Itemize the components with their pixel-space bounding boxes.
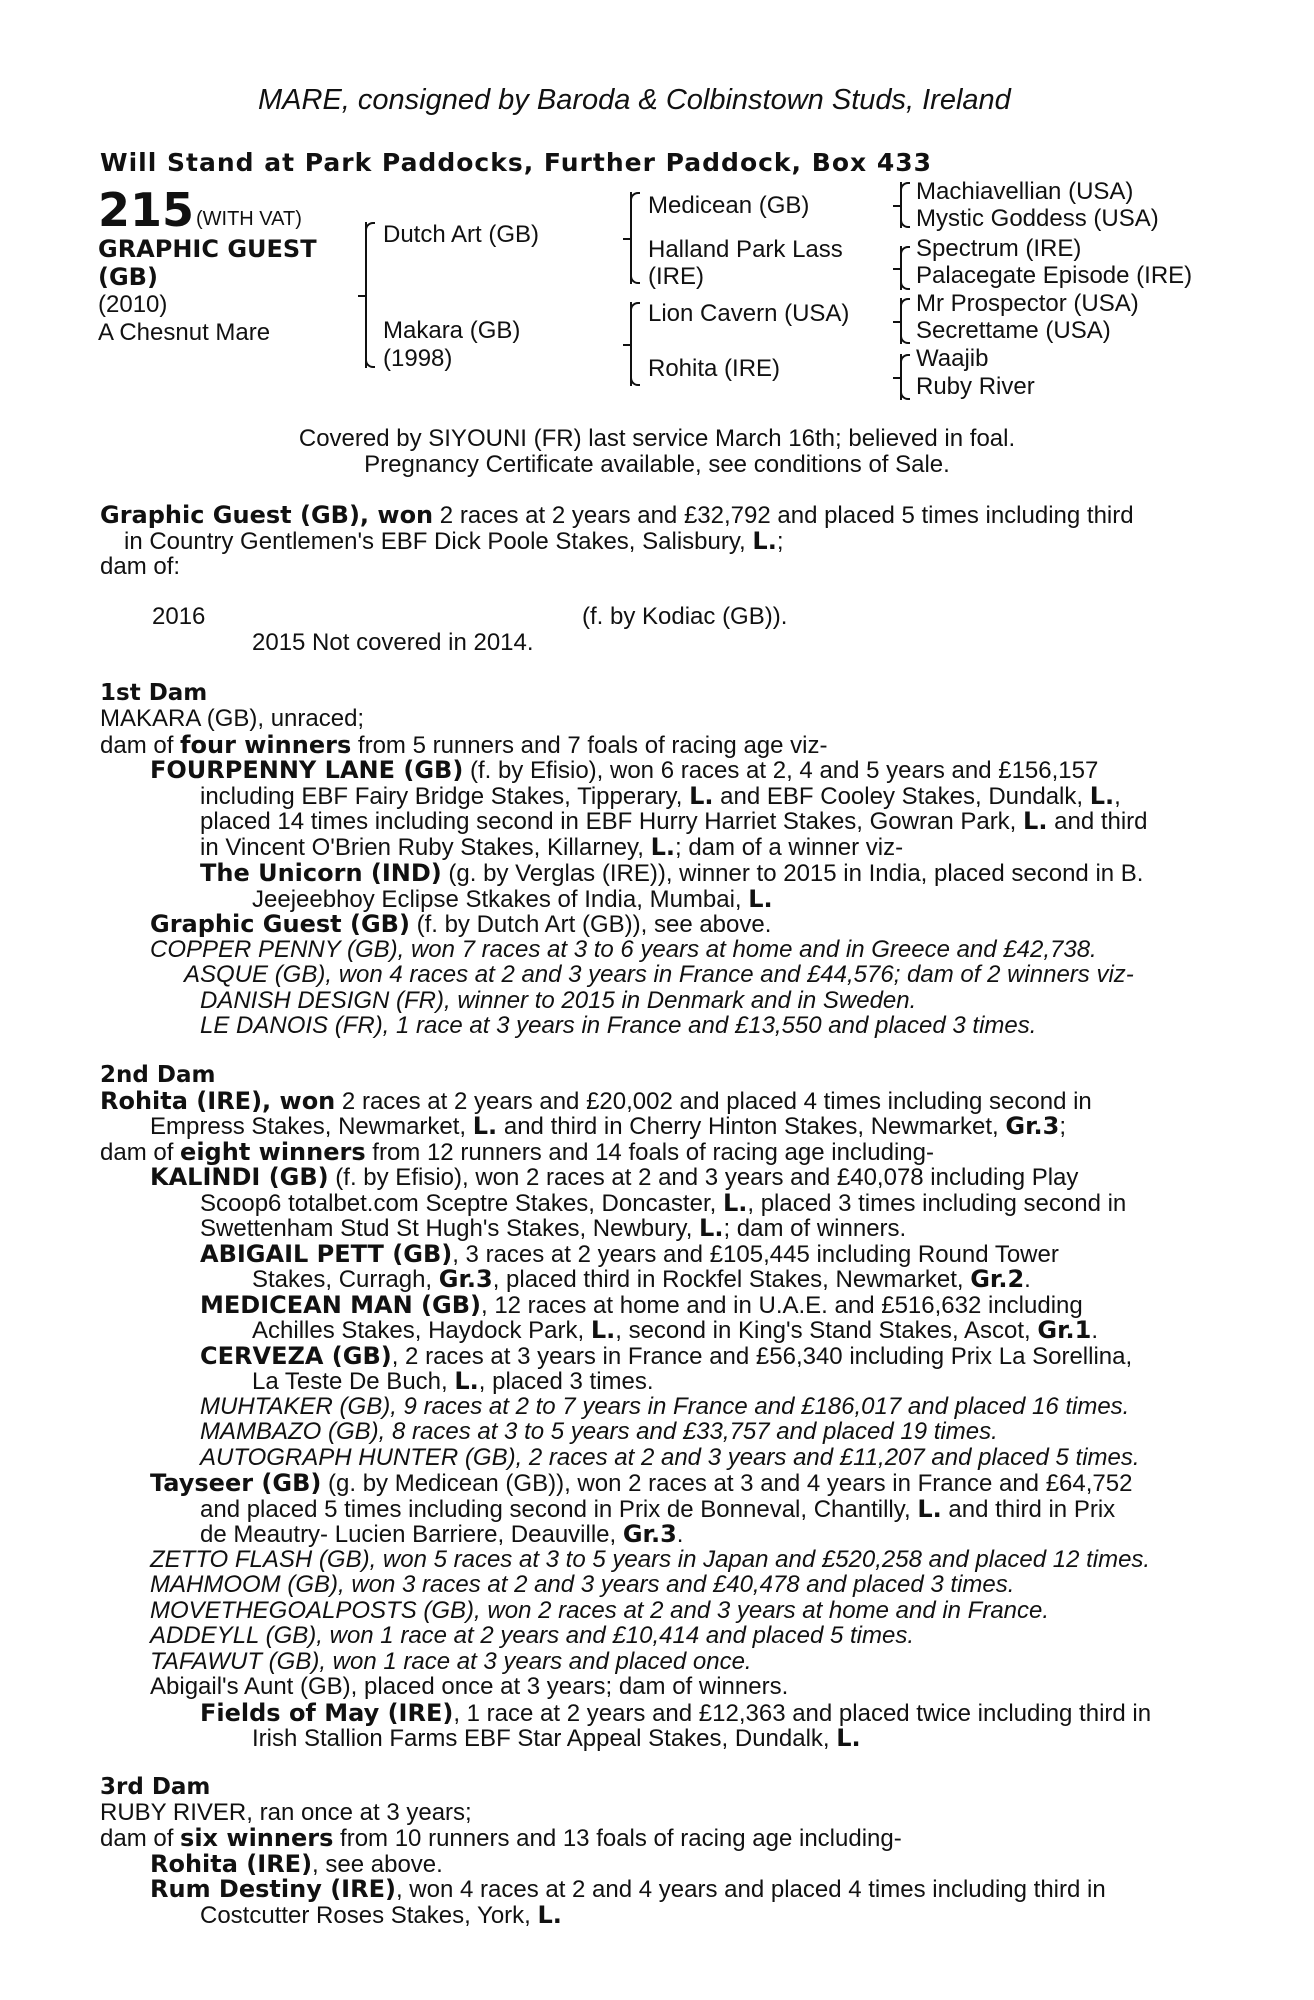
dam-line: Empress Stakes, Newmarket, L. and third in Cherry Hinton Stakes, Newmarket, Gr.3; [150,1112,1067,1140]
produce-entry: ASQUE (GB), won 4 races at 2 and 3 years in France and £44,576; dam of 2 winners viz- [184,961,1134,988]
pedigree-dss: Mr Prospector (USA) [916,290,1139,317]
horse-description: A Chesnut Mare [98,319,271,346]
produce-year: 2015 Not covered in 2014. [252,629,534,656]
produce-entry: MUHTAKER (GB), 9 races at 2 to 7 years in France and £186,017 and placed 16 times. [200,1393,1130,1420]
vat-label: (WITH VAT) [196,208,302,230]
pedigree-brace [900,298,902,344]
pedigree-brace [900,246,902,290]
intro-line: in Country Gentlemen's EBF Dick Poole Stakes, Salisbury, L.; [124,527,784,555]
pedigree-brace [365,222,367,368]
produce-entry: DANISH DESIGN (FR), winner to 2015 in Denmark and in Sweden. [200,987,917,1014]
produce-entry: de Meautry- Lucien Barriere, Deauville, Gr.3. [200,1520,684,1548]
horse-suffix: (GB) [98,263,158,291]
produce-entry: placed 14 times including second in EBF Hurry Harriet Stakes, Gowran Park, L. and third [200,807,1148,835]
pedigree-sire-dam: Halland Park Lass [648,236,843,263]
pedigree-sire: Dutch Art (GB) [383,221,540,248]
produce-entry: MAMBAZO (GB), 8 races at 3 to 5 years and £33,757 and placed 19 times. [200,1418,998,1445]
produce-entry: Fields of May (IRE), 1 race at 2 years and £12,363 and placed twice including third in [200,1699,1152,1727]
produce-entry: Jeejeebhoy Eclipse Stkakes of India, Mumbai, L. [252,885,773,913]
page-heading: MARE, consigned by Baroda & Colbinstown Studs, Ireland [258,84,1011,116]
dam-line: RUBY RIVER, ran once at 3 years; [100,1799,472,1826]
produce-entry: Stakes, Curragh, Gr.3, placed third in Rockfel Stakes, Newmarket, Gr.2. [252,1265,1031,1293]
pregnancy-line: Pregnancy Certificate available, see conditions of Sale. [364,451,950,478]
pedigree-sds: Spectrum (IRE) [916,235,1082,262]
pedigree-dds: Waajib [916,345,989,372]
produce-entry: Irish Stallion Farms EBF Star Appeal Stakes, Dundalk, L. [252,1724,861,1752]
produce-entry: MAHMOOM (GB), won 3 races at 2 and 3 years and £40,478 and placed 3 times. [150,1571,1015,1598]
section-heading: 2nd Dam [100,1062,216,1088]
pedigree-sdd: Palacegate Episode (IRE) [916,262,1193,289]
produce-entry: Scoop6 totalbet.com Sceptre Stakes, Doncaster, L., placed 3 times including second in [200,1189,1127,1217]
produce-entry: including EBF Fairy Bridge Stakes, Tipperary, L. and EBF Cooley Stakes, Dundalk, L., [200,782,1121,810]
produce-entry: La Teste De Buch, L., placed 3 times. [252,1367,654,1395]
section-heading: 3rd Dam [100,1774,211,1800]
produce-entry: Costcutter Roses Stakes, York, L. [200,1901,562,1929]
produce-entry: AUTOGRAPH HUNTER (GB), 2 races at 2 and 3 years and £11,207 and placed 5 times. [200,1444,1140,1471]
produce-entry: and placed 5 times including second in Prix de Bonneval, Chantilly, L. and third in Prix [200,1495,1116,1523]
pedigree-dam: Makara (GB) [383,317,521,344]
produce-entry: COPPER PENNY (GB), won 7 races at 3 to 6 years at home and in Greece and £42,738. [150,936,1097,963]
pedigree-brace [630,192,632,284]
produce-entry: Tayseer (GB) (g. by Medicean (GB)), won 2 races at 3 and 4 years in France and £64,752 [150,1469,1133,1497]
produce-entry: Graphic Guest (GB) (f. by Dutch Art (GB)), see above. [150,910,772,938]
produce-entry: LE DANOIS (FR), 1 race at 3 years in France and £13,550 and placed 3 times. [200,1012,1037,1039]
intro-line: Graphic Guest (GB), won 2 races at 2 years and £32,792 and placed 5 times including third [100,501,1134,529]
produce-entry: Rum Destiny (IRE), won 4 races at 2 and 4 years and placed 4 times including third in [150,1875,1106,1903]
produce-entry: in Vincent O'Brien Ruby Stakes, Killarney, L.; dam of a winner viz- [200,833,904,861]
horse-name: GRAPHIC GUEST [98,235,317,263]
produce-entry: CERVEZA (GB), 2 races at 3 years in France and £56,340 including Prix La Sorellina, [200,1342,1133,1370]
intro-line: dam of: [100,553,181,580]
dam-line: Rohita (IRE), won 2 races at 2 years and £20,002 and placed 4 times including second in [100,1087,1092,1115]
stand-location: Will Stand at Park Paddocks, Further Paddock, Box 433 [100,148,933,177]
pedigree-dam-dam: Rohita (IRE) [648,355,781,382]
pedigree-sire-dam-suffix: (IRE) [648,263,704,290]
produce-year: 2016 [152,603,206,630]
pedigree-ddd: Ruby River [916,373,1035,400]
dam-line: dam of six winners from 10 runners and 13 foals of racing age including- [100,1824,902,1852]
pedigree-brace [630,302,632,386]
lot-number: 215 [98,183,195,237]
produce-entry: KALINDI (GB) (f. by Efisio), won 2 races at 2 and 3 years and £40,078 including Play [150,1163,1079,1191]
produce-entry: Swettenham Stud St Hugh's Stakes, Newbury, L.; dam of winners. [200,1214,907,1242]
pedigree-sire-sire: Medicean (GB) [648,192,810,219]
horse-ref: Graphic Guest (GB) [100,501,360,529]
produce-entry: ZETTO FLASH (GB), won 5 races at 3 to 5 years in Japan and £520,258 and placed 12 times. [150,1546,1151,1573]
dam-line: MAKARA (GB), unraced; [100,705,365,732]
pedigree-sss: Machiavellian (USA) [916,178,1134,205]
pedigree-dsd: Secrettame (USA) [916,317,1111,344]
horse-year: (2010) [98,291,168,318]
produce-entry: MEDICEAN MAN (GB), 12 races at home and in U.A.E. and £516,632 including [200,1291,1083,1319]
produce-entry: The Unicorn (IND) (g. by Verglas (IRE)), winner to 2015 in India, placed second in B. [200,859,1144,887]
produce-entry: ABIGAIL PETT (GB), 3 races at 2 years and £105,445 including Round Tower [200,1240,1059,1268]
pedigree-dam-sire: Lion Cavern (USA) [648,300,850,327]
produce-entry: FOURPENNY LANE (GB) (f. by Efisio), won 6 races at 2, 4 and 5 years and £156,157 [150,756,1099,784]
produce-entry: Abigail's Aunt (GB), placed once at 3 years; dam of winners. [150,1673,789,1700]
produce-entry: ADDEYLL (GB), won 1 race at 2 years and £10,414 and placed 5 times. [150,1622,914,1649]
pedigree-brace [900,354,902,400]
pedigree-ssd: Mystic Goddess (USA) [916,205,1159,232]
produce-detail: (f. by Kodiac (GB)). [582,603,788,630]
produce-entry: Rohita (IRE), see above. [150,1850,443,1878]
dam-line: dam of eight winners from 12 runners and 14 foals of racing age including- [100,1138,934,1166]
dam-line: dam of four winners from 5 runners and 7 foals of racing age viz- [100,731,828,759]
produce-entry: Achilles Stakes, Haydock Park, L., second in King's Stand Stakes, Ascot, Gr.1. [252,1316,1098,1344]
pedigree-brace [900,182,902,228]
produce-entry: MOVETHEGOALPOSTS (GB), won 2 races at 2 and 3 years at home and in France. [150,1597,1050,1624]
section-heading: 1st Dam [100,680,208,706]
covered-line: Covered by SIYOUNI (FR) last service March 16th; believed in foal. [298,425,1016,452]
produce-entry: TAFAWUT (GB), won 1 race at 3 years and placed once. [150,1648,752,1675]
pedigree-dam-year: (1998) [383,345,453,372]
